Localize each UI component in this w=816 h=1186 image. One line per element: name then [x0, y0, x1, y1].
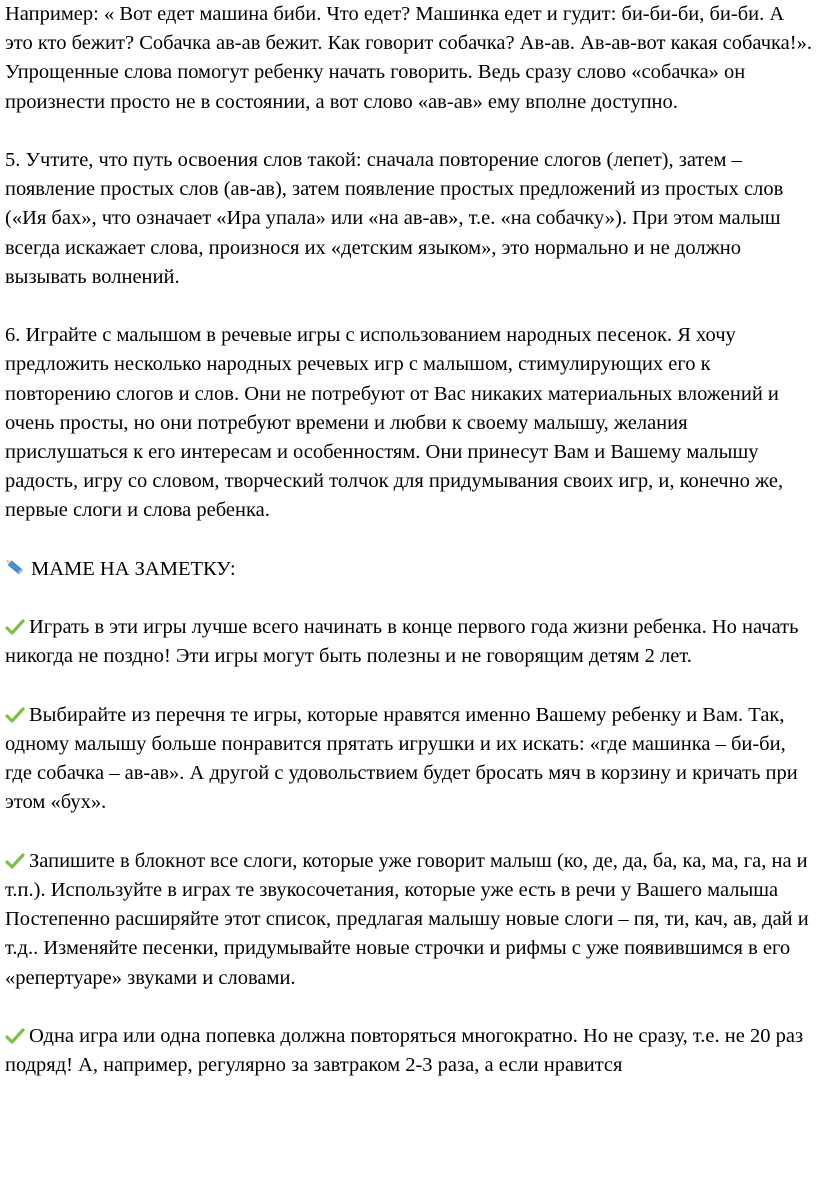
paragraph-gap	[5, 672, 813, 701]
paragraph-gap	[5, 993, 813, 1022]
document-page	[5, 0, 813, 1080]
paragraph-gap	[5, 117, 813, 146]
tip-3-text: Запишите в блокнот все слоги, которые уже говорит малыш (ко, де, да, ба, ка, ма, га, на и т.п.). Используйте в играх те звукосочетания, которые уже есть в речи у Вашего малыша Постепенно расширяйте этот список, предлагая малышу новые слоги – пя, ти, кач, ав, дай и т.д.. Изменяйте песенки, придумывайте новые строчки и рифмы с уже появившимся в его «репертуаре» звуками и словами.	[5, 849, 809, 989]
paragraph-point-5: 5. Учтите, что путь освоения слов такой: сначала повторение слогов (лепет), затем – появление простых слов (ав-ав), затем появление простых предложений из простых слов («Ия бах», что означает «Ира упала» или «на ав-ав», т.е. «на собачку»). При этом малыш всегда искажает слова, произнося их «детским языком», это нормально и не должно вызывать волнений.	[5, 149, 784, 288]
tip-3	[5, 847, 813, 993]
checkmark-icon	[5, 1027, 25, 1045]
tip-1-text: Играть в эти игры лучше всего начинать в конце первого года жизни ребенка. Но начать никогда не поздно! Эти игры могут быть полезны и не говорящим детям 2 лет.	[5, 616, 799, 668]
checkmark-icon	[5, 706, 25, 724]
paragraph-gap	[5, 584, 813, 613]
tip-1	[5, 613, 813, 671]
note-heading	[5, 555, 813, 584]
note-heading-text: МАМЕ НА ЗАМЕТКУ:	[31, 557, 236, 580]
tip-2	[5, 701, 813, 818]
tip-2-text: Выбирайте из перечня те игры, которые нравятся именно Вашему ребенку и Вам. Так, одному малышу больше понравится прятать игрушки и их искать: «где машинка – би-би, где собачка – ав-ав». А другой с удовольствием будет бросать мяч в корзину и кричать при этом «бух».	[5, 703, 798, 814]
checkmark-icon	[5, 618, 25, 636]
paragraph-example: Например: « Вот едет машина биби. Что едет? Машинка едет и гудит: би-би-би, би-би. А это кто бежит? Собачка ав-ав бежит. Как говорит собачка? Ав-ав. Ав-ав-вот какая собачка!». Упрощенные слова помогут ребенку начать говорить. Ведь сразу слово «собачка» он произнести просто не в состоянии, а вот слово «ав-ав» ему вполне доступно.	[5, 3, 812, 113]
tip-4	[5, 1022, 813, 1080]
paragraph-gap	[5, 526, 813, 555]
pencil-icon	[5, 558, 27, 578]
paragraph-point-6: 6. Играйте с малышом в речевые игры с использованием народных песенок. Я хочу предложить несколько народных речевых игр с малышом, стимулирующих его к повторению слогов и слов. Они не потребуют от Вас никаких материальных вложений и очень просты, но они потребуют времени и любви к своему малышу, желания прислушаться к его интересам и особенностям. Они принесут Вам и Вашему малышу радость, игру со словом, творческий толчок для придумывания своих игр, и, конечно же, первые слоги и слова ребенка.	[5, 324, 784, 522]
tip-4-text: Одна игра или одна попевка должна повторяться многократно. Но не сразу, т.е. не 20 раз подряд! А, например, регулярно за завтраком 2-3 раза, а если нравится	[5, 1025, 804, 1077]
checkmark-icon	[5, 852, 25, 870]
paragraph-gap	[5, 292, 813, 321]
paragraph-gap	[5, 818, 813, 847]
